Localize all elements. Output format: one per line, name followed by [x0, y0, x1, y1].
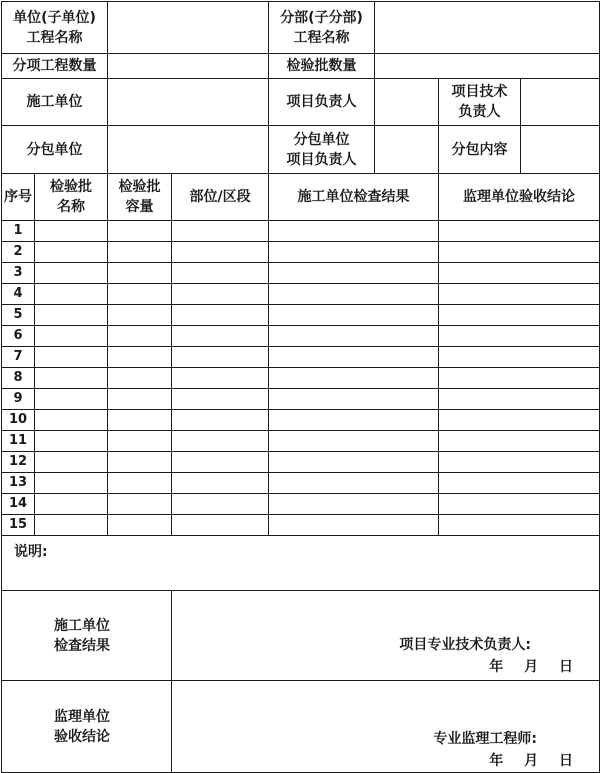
supervision-date-label: 年 月 日 [489, 753, 574, 769]
batch-name-cell[interactable] [35, 431, 108, 452]
construction-check-label: 施工单位 检查结果 [2, 591, 172, 681]
table-row [2, 242, 600, 263]
batch-capacity-cell[interactable] [108, 368, 172, 389]
batch-count-label: 检验批数量 [269, 54, 375, 79]
row-number: 14 [2, 494, 35, 515]
header-row-counts [2, 54, 600, 79]
supervision-conclusion-cell[interactable] [439, 494, 600, 515]
header-row-construction-unit [2, 79, 600, 126]
batch-name-cell[interactable] [35, 452, 108, 473]
construction-check-row [2, 591, 600, 681]
supervision-accept-label: 监理单位 验收结论 [2, 681, 172, 773]
location-cell[interactable] [172, 410, 269, 431]
tech-manager-field[interactable] [521, 79, 600, 126]
construction-result-cell[interactable] [269, 263, 439, 284]
col-header-batch-capacity: 检验批 容量 [108, 174, 172, 221]
batch-name-cell[interactable] [35, 326, 108, 347]
construction-result-cell[interactable] [269, 368, 439, 389]
batch-capacity-cell[interactable] [108, 284, 172, 305]
location-cell[interactable] [172, 326, 269, 347]
inspection-form-page [1, 1, 599, 769]
batch-capacity-cell[interactable] [108, 347, 172, 368]
location-cell[interactable] [172, 368, 269, 389]
table-row [2, 305, 600, 326]
table-row [2, 473, 600, 494]
location-cell[interactable] [172, 431, 269, 452]
row-number: 5 [2, 305, 35, 326]
batch-name-cell[interactable] [35, 242, 108, 263]
batch-name-cell[interactable] [35, 263, 108, 284]
batch-name-cell[interactable] [35, 494, 108, 515]
batch-capacity-cell[interactable] [108, 431, 172, 452]
row-number: 13 [2, 473, 35, 494]
supervision-signer-label: 专业监理工程师: [433, 731, 538, 747]
supervision-conclusion-cell[interactable] [439, 263, 600, 284]
table-row [2, 452, 600, 473]
location-cell[interactable] [172, 347, 269, 368]
subcontractor-label: 分包单位 [2, 126, 108, 174]
location-cell[interactable] [172, 221, 269, 242]
table-row [2, 368, 600, 389]
col-header-location: 部位/区段 [172, 174, 269, 221]
construction-result-cell[interactable] [269, 473, 439, 494]
batch-capacity-cell[interactable] [108, 326, 172, 347]
table-row [2, 284, 600, 305]
row-number: 8 [2, 368, 35, 389]
location-cell[interactable] [172, 494, 269, 515]
construction-signer-label: 项目专业技术负责人: [399, 637, 532, 653]
unit-project-label: 单位(子单位) 工程名称 [2, 2, 108, 54]
location-cell[interactable] [172, 389, 269, 410]
construction-result-cell[interactable] [269, 410, 439, 431]
sub-manager-label: 分包单位 项目负责人 [269, 126, 375, 174]
col-header-supervision-conclusion: 监理单位验收结论 [439, 174, 600, 221]
location-cell[interactable] [172, 515, 269, 536]
batch-capacity-cell[interactable] [108, 305, 172, 326]
batch-name-cell[interactable] [35, 515, 108, 536]
table-row [2, 494, 600, 515]
construction-unit-label: 施工单位 [2, 79, 108, 126]
batch-name-cell[interactable] [35, 347, 108, 368]
batch-capacity-cell[interactable] [108, 515, 172, 536]
tech-manager-label: 项目技术 负责人 [439, 79, 521, 126]
table-row [2, 326, 600, 347]
supervision-conclusion-cell[interactable] [439, 410, 600, 431]
header-row-subcontractor [2, 126, 600, 174]
division-field[interactable] [375, 2, 600, 54]
construction-result-cell[interactable] [269, 221, 439, 242]
table-row [2, 221, 600, 242]
batch-name-cell[interactable] [35, 305, 108, 326]
batch-capacity-cell[interactable] [108, 473, 172, 494]
sub-content-label: 分包内容 [439, 126, 521, 174]
supervision-conclusion-cell[interactable] [439, 368, 600, 389]
location-cell[interactable] [172, 305, 269, 326]
row-number: 2 [2, 242, 35, 263]
construction-unit-field[interactable] [108, 79, 269, 126]
construction-date-label: 年 月 日 [489, 659, 574, 675]
table-row [2, 515, 600, 536]
construction-result-cell[interactable] [269, 347, 439, 368]
construction-result-cell[interactable] [269, 305, 439, 326]
batch-name-cell[interactable] [35, 284, 108, 305]
supervision-conclusion-cell[interactable] [439, 431, 600, 452]
batch-capacity-cell[interactable] [108, 221, 172, 242]
division-label: 分部(子分部) 工程名称 [269, 2, 375, 54]
row-number: 3 [2, 263, 35, 284]
construction-result-cell[interactable] [269, 326, 439, 347]
row-number: 7 [2, 347, 35, 368]
remarks-row [2, 536, 600, 591]
batch-name-cell[interactable] [35, 473, 108, 494]
supervision-conclusion-cell[interactable] [439, 452, 600, 473]
inspection-form-table [1, 1, 600, 773]
row-number: 6 [2, 326, 35, 347]
location-cell[interactable] [172, 284, 269, 305]
sub-content-field[interactable] [521, 126, 600, 174]
batch-name-cell[interactable] [35, 389, 108, 410]
supervision-conclusion-cell[interactable] [439, 473, 600, 494]
batch-capacity-cell[interactable] [108, 494, 172, 515]
batch-name-cell[interactable] [35, 368, 108, 389]
batch-capacity-cell[interactable] [108, 452, 172, 473]
batch-capacity-cell[interactable] [108, 389, 172, 410]
row-number: 12 [2, 452, 35, 473]
subitem-count-field[interactable] [108, 54, 269, 79]
col-header-construction-result: 施工单位检查结果 [269, 174, 439, 221]
location-cell[interactable] [172, 452, 269, 473]
batch-capacity-cell[interactable] [108, 242, 172, 263]
remarks-label: 说明: [14, 544, 48, 560]
project-manager-label: 项目负责人 [269, 79, 375, 126]
table-row [2, 431, 600, 452]
column-header-row [2, 174, 600, 221]
construction-result-cell[interactable] [269, 242, 439, 263]
row-number: 4 [2, 284, 35, 305]
construction-result-cell[interactable] [269, 515, 439, 536]
table-row [2, 347, 600, 368]
supervision-accept-area[interactable] [172, 681, 600, 773]
supervision-conclusion-cell[interactable] [439, 305, 600, 326]
unit-project-field[interactable] [108, 2, 269, 54]
construction-result-cell[interactable] [269, 494, 439, 515]
construction-result-cell[interactable] [269, 431, 439, 452]
table-row [2, 389, 600, 410]
batch-name-cell[interactable] [35, 410, 108, 431]
col-header-batch-name: 检验批 名称 [35, 174, 108, 221]
row-number: 10 [2, 410, 35, 431]
supervision-conclusion-cell[interactable] [439, 389, 600, 410]
batch-count-field[interactable] [375, 54, 600, 79]
batch-name-cell[interactable] [35, 221, 108, 242]
supervision-conclusion-cell[interactable] [439, 347, 600, 368]
table-row [2, 263, 600, 284]
sub-manager-field[interactable] [375, 126, 439, 174]
supervision-conclusion-cell[interactable] [439, 284, 600, 305]
supervision-conclusion-cell[interactable] [439, 326, 600, 347]
row-number: 15 [2, 515, 35, 536]
supervision-conclusion-cell[interactable] [439, 515, 600, 536]
construction-check-area[interactable] [172, 591, 600, 681]
batch-capacity-cell[interactable] [108, 263, 172, 284]
project-manager-field[interactable] [375, 79, 439, 126]
construction-result-cell[interactable] [269, 389, 439, 410]
row-number: 9 [2, 389, 35, 410]
location-cell[interactable] [172, 473, 269, 494]
row-number: 11 [2, 431, 35, 452]
location-cell[interactable] [172, 242, 269, 263]
supervision-conclusion-cell[interactable] [439, 242, 600, 263]
construction-result-cell[interactable] [269, 284, 439, 305]
construction-result-cell[interactable] [269, 452, 439, 473]
supervision-accept-row [2, 681, 600, 773]
table-row [2, 410, 600, 431]
location-cell[interactable] [172, 263, 269, 284]
col-header-seq: 序号 [2, 174, 35, 221]
remarks-cell[interactable] [2, 536, 600, 591]
row-number: 1 [2, 221, 35, 242]
data-rows [2, 221, 600, 536]
supervision-conclusion-cell[interactable] [439, 221, 600, 242]
batch-capacity-cell[interactable] [108, 410, 172, 431]
subcontractor-field[interactable] [108, 126, 269, 174]
header-row-project [2, 2, 600, 54]
subitem-count-label: 分项工程数量 [2, 54, 108, 79]
